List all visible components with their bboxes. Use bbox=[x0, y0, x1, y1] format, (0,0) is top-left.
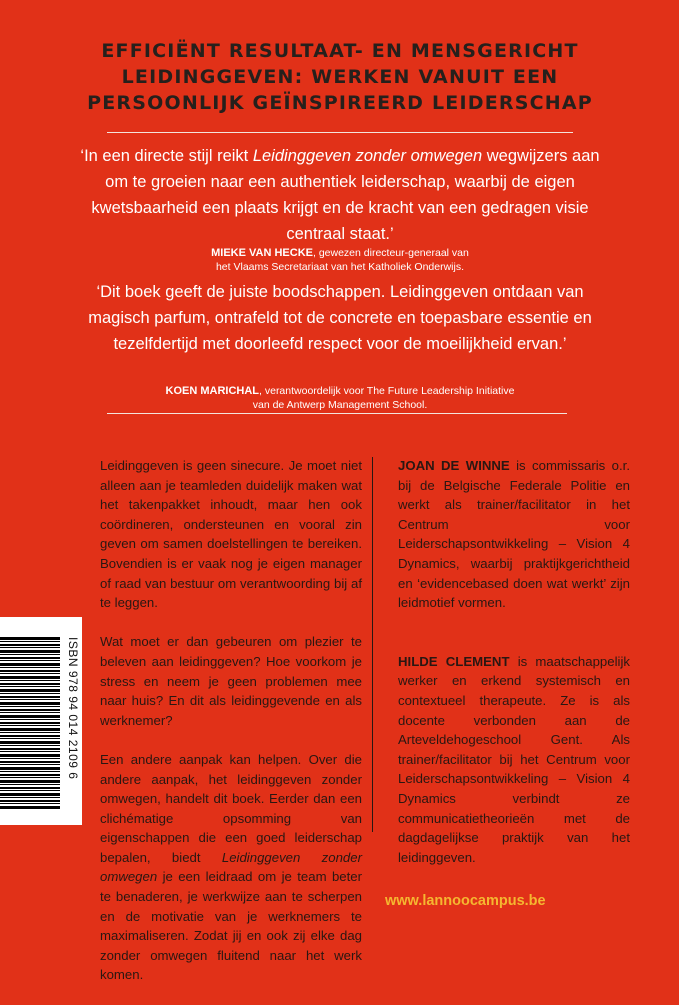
quote-author: MIEKE VAN HECKE bbox=[211, 247, 313, 259]
quote-author-role: van de Antwerp Management School. bbox=[252, 399, 428, 411]
isbn-barcode bbox=[0, 617, 82, 825]
author-bio-text: is commissaris o.r. bij de Belgische Federale Politie en werkt als trainer/facilitator in het Centrum voor Leiderschapsontwikkeling – Vision 4 Dynamics, waarbij praktijkgerichtheid en ‘evidencebased doen wat werkt’ zijn leidmotief vormen. bbox=[398, 458, 630, 611]
quote-1-attribution bbox=[80, 246, 600, 274]
quote-2-attribution bbox=[80, 384, 600, 412]
quote-author-role: , verantwoordelijk voor The Future Leadership Initiative bbox=[259, 385, 515, 397]
author-name: JOAN DE WINNE bbox=[398, 458, 510, 473]
quote-1 bbox=[80, 143, 600, 247]
quote-author-role: , gewezen directeur-generaal van bbox=[313, 247, 469, 259]
blurb-paragraph: Leidinggeven is geen sinecure. Je moet niet alleen aan je teamleden duidelijk maken wat het takenpakket inhoudt, maar hen ook coördineren, ondersteunen en vooral zin geven om samen doelstellingen te bereiken. Bovendien is er vaak nog je eigen manager of raad van bestuur om verantwoording bij af te leggen. bbox=[100, 458, 362, 611]
quote-author-role: het Vlaams Secretariaat van het Katholiek Onderwijs. bbox=[215, 261, 465, 273]
quote-book-title: Leidinggeven zonder omwegen bbox=[252, 147, 483, 165]
blurb-paragraph bbox=[100, 750, 362, 985]
author-name: HILDE CLEMENT bbox=[398, 653, 510, 669]
authors-column bbox=[398, 456, 630, 887]
blurb-text: Een andere aanpak kan helpen. Over die andere aanpak, het leidinggeven zonder omwegen, handelt dit boek. Eerder dan een clichématige opsomming van eigenschappen die een goed leiderschap bepalen, biedt bbox=[100, 751, 362, 865]
quote-author: KOEN MARICHAL bbox=[165, 385, 260, 397]
isbn-number: ISBN 978 94 014 2109 6 bbox=[66, 637, 80, 780]
title-line: PERSOONLIJK GEÏNSPIREERD LEIDERSCHAP bbox=[87, 92, 593, 114]
divider-bottom bbox=[107, 413, 567, 414]
blurb-text: je een leidraad om je team beter te benaderen, je werkwijze aan te scherpen en de motivatie van je werknemers te maximaliseren. Zodat jij en ook zij elke dag zonder omwegen fluitend naar het werk komen. bbox=[100, 869, 362, 983]
divider-top bbox=[107, 132, 573, 133]
quote-text: ‘Dit boek geeft de juiste boodschappen. Leidinggeven ontdaan van magisch parfum, ontrafeld tot de concrete en toepasbare essentie en tezelfdertijd met doorleefd respect voor de moeilijkheid ervan.’ bbox=[88, 283, 592, 353]
column-divider bbox=[372, 457, 373, 832]
barcode-bars bbox=[0, 637, 60, 809]
author-bio-text: is maatschappelijk werker en erkend systemisch en contextueel therapeute. Ze is als docente verbonden aan de Arteveldehogeschool Gent. Als trainer/facilitator bij het Centrum voor Leiderschapsontwikkeling – Vision 4 Dynamics verbindt ze communicatietheorieën met de dagdagelijkse praktijk van het leidinggeven. bbox=[398, 653, 630, 865]
author-bio bbox=[398, 456, 630, 613]
title-line: EFFICIËNT RESULTAAT- EN MENSGERICHT bbox=[101, 40, 579, 62]
title-line: LEIDINGGEVEN: WERKEN VANUIT EEN bbox=[121, 66, 559, 88]
blurb-book-title: Leidinggeven zonder omwegen bbox=[100, 849, 362, 885]
cover-title bbox=[60, 38, 620, 116]
quote-text: wegwijzers aan om te groeien naar een authentiek leiderschap, waarbij de eigen kwetsbaarheid een plaats krijgt en de kracht van een gedragen visie centraal staat.’ bbox=[91, 147, 600, 243]
blurb-paragraph: Wat moet er dan gebeuren om plezier te beleven aan leidinggeven? Hoe voorkom je stress en neem je geen problemen mee naar huis? En dit als leidinggevende en als werknemer? bbox=[100, 634, 362, 728]
author-bio bbox=[398, 652, 630, 868]
quote-text: ‘In een directe stijl reikt bbox=[80, 147, 253, 165]
quote-2 bbox=[80, 279, 600, 357]
blurb-column bbox=[100, 456, 362, 1005]
publisher-website[interactable]: www.lannoocampus.be bbox=[385, 893, 546, 909]
